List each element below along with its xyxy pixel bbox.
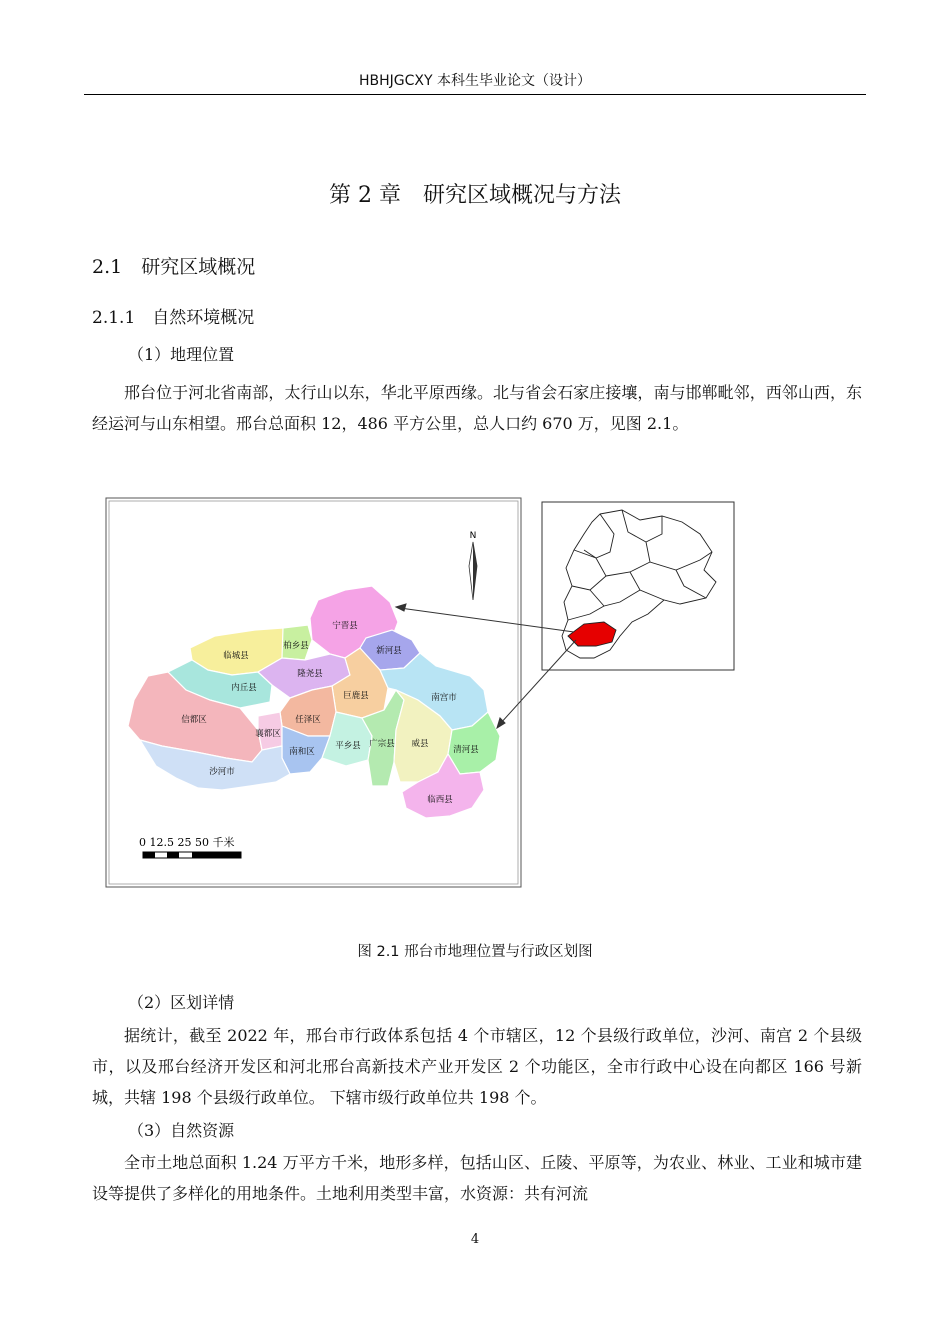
- label-xiangdu: 襄都区: [255, 729, 281, 739]
- label-guangzong: 广宗县: [369, 739, 395, 749]
- label-xindu: 信都区: [181, 715, 207, 725]
- label-neiqiu: 内丘县: [231, 683, 257, 693]
- subsection-title: 2.1.1 自然环境概况: [92, 308, 255, 328]
- label-shahe: 沙河市: [209, 767, 235, 777]
- running-header: HBHJGCXY 本科生毕业论文（设计）: [358, 73, 591, 89]
- label-baixiang: 柏乡县: [283, 641, 309, 651]
- header-rule: [84, 94, 866, 95]
- label-ningjin: 宁晋县: [332, 621, 358, 631]
- label-lincheng: 临城县: [223, 651, 249, 661]
- label-xinhe: 新河县: [376, 646, 402, 656]
- chapter-title: 第 2 章 研究区域概况与方法: [329, 183, 621, 208]
- label-nanhe: 南和区: [289, 747, 315, 757]
- item-heading-divisions: （2）区划详情: [128, 993, 235, 1012]
- label-pingxiang: 平乡县: [335, 741, 361, 751]
- label-longyao: 隆尧县: [297, 669, 323, 679]
- paragraph-location: 邢台位于河北省南部，太行山以东，华北平原西缘。北与省会石家庄接壤，南与邯郸毗邻，西邻山西，东经运河与山东相望。邢台总面积 12，486 平方公里，总人口约 670 万，见图 2.1。: [92, 383, 862, 433]
- figure-map: [0, 490, 950, 910]
- item-heading-resources: （3）自然资源: [128, 1121, 235, 1140]
- label-renze: 任泽区: [295, 715, 321, 725]
- label-linxi: 临西县: [427, 795, 453, 805]
- label-weixian: 威县: [411, 739, 429, 749]
- paragraph-resources: 全市土地总面积 1.24 万平方千米，地形多样，包括山区、丘陵、平原等，为农业、林业、工业和城市建设等提供了多样化的用地条件。土地利用类型丰富，水资源：共有河流: [92, 1153, 862, 1203]
- item-heading-location: （1）地理位置: [128, 345, 235, 364]
- section-title: 2.1 研究区域概况: [92, 256, 256, 278]
- figure-caption: 图 2.1 邢台市地理位置与行政区划图: [357, 944, 593, 960]
- page-number: 4: [470, 1232, 480, 1247]
- scale-label: 0 12.5 25 50 千米: [139, 836, 235, 849]
- north-label: N: [469, 531, 477, 541]
- label-nangong: 南宫市: [431, 693, 457, 703]
- scale-bar: [139, 835, 241, 858]
- label-julu: 巨鹿县: [343, 691, 369, 701]
- paragraph-divisions: 据统计，截至 2022 年，邢台市行政体系包括 4 个市辖区，12 个县级行政单位，沙河、南宫 2 个县级市，以及邢台经济开发区和河北邢台高新技术产业开发区 2 个功能区，全市行政中心设在向都区 166 号新城，共辖 198 个县级行政单位。 下辖市级行政单位共 198 个。: [92, 1026, 862, 1107]
- label-qinghe: 清河县: [453, 745, 479, 755]
